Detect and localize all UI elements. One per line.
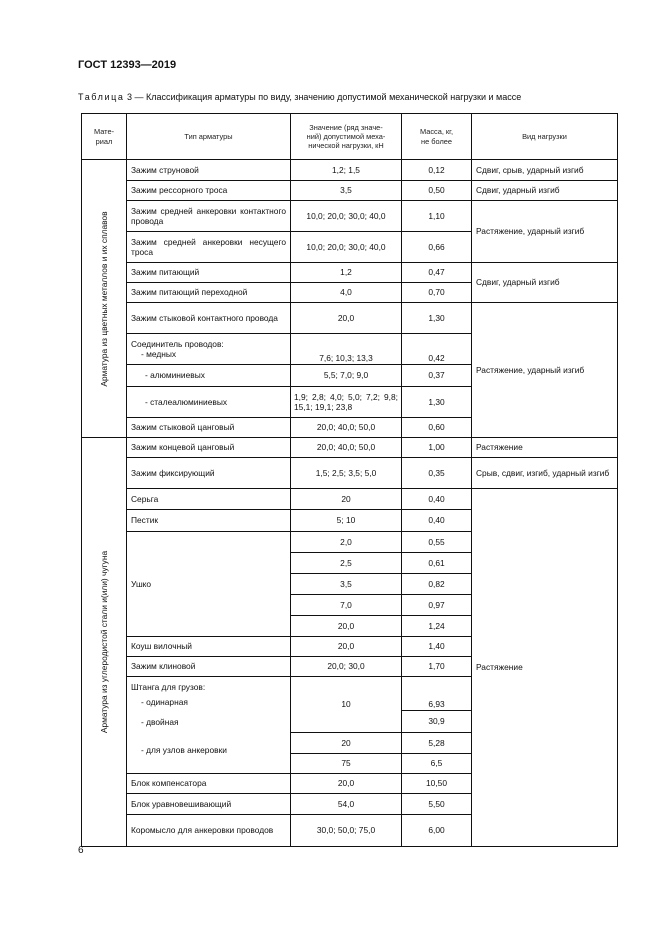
type-cell bbox=[127, 365, 291, 387]
mass-cell: 6,5 bbox=[402, 754, 472, 774]
type-cell: Блок уравновешивающий bbox=[127, 794, 291, 815]
mass-cell: 5,50 bbox=[402, 794, 472, 815]
mass-cell: 0,66 bbox=[402, 232, 472, 263]
value-cell: 7,6; 10,3; 13,3 bbox=[291, 334, 402, 365]
type-cell: Блок компенсатора bbox=[127, 774, 291, 794]
value-cell: 1,2 bbox=[291, 263, 402, 283]
value-cell: 20,0; 40,0; 50,0 bbox=[291, 418, 402, 438]
document-header: ГОСТ 12393—2019 bbox=[78, 59, 177, 71]
value-cell: 30,0; 50,0; 75,0 bbox=[291, 815, 402, 847]
mass-cell: 1,24 bbox=[402, 616, 472, 637]
type-cell: Зажим клиновой bbox=[127, 657, 291, 677]
mass-cell: 1,10 bbox=[402, 201, 472, 232]
value-cell: 1,9; 2,8; 4,0; 5,0; 7,2; 9,8; 15,1; 19,1; 23,8 bbox=[291, 387, 402, 418]
type-cell: Зажим струновой bbox=[127, 160, 291, 181]
value-cell: 3,5 bbox=[291, 574, 402, 595]
type-cell: Пестик bbox=[127, 510, 291, 532]
value-cell: 75 bbox=[291, 754, 402, 774]
mass-cell: 0,70 bbox=[402, 283, 472, 303]
table-row bbox=[82, 201, 618, 232]
type-cell: Зажим фиксирующий bbox=[127, 458, 291, 489]
type-cell: Зажим средней анкеровки несущего троса bbox=[127, 232, 291, 263]
mass-cell: 0,47 bbox=[402, 263, 472, 283]
type-subitem: - сталеалюминиевых bbox=[145, 396, 228, 407]
type-subitem: - алюминиевых bbox=[145, 370, 205, 381]
mass-cell: 0,82 bbox=[402, 574, 472, 595]
type-cell bbox=[127, 387, 291, 418]
value-cell: 20,0; 30,0 bbox=[291, 657, 402, 677]
mass-cell: 0,50 bbox=[402, 181, 472, 201]
value-cell: 10,0; 20,0; 30,0; 40,0 bbox=[291, 201, 402, 232]
type-subitem: - для узлов анкеровки bbox=[141, 744, 227, 755]
value-cell: 20 bbox=[291, 733, 402, 754]
kind-cell: Растяжение bbox=[472, 438, 618, 458]
value-cell: 10 bbox=[291, 677, 402, 733]
type-heading: Штанга для грузов: bbox=[131, 682, 206, 692]
type-cell: Коромысло для анкеровки проводов bbox=[127, 815, 291, 847]
value-cell: 4,0 bbox=[291, 283, 402, 303]
col-load-value: Значение (ряд значе- ний) допустимой меха- нической нагрузки, кН bbox=[291, 114, 402, 160]
type-subitem: - двойная bbox=[141, 716, 179, 727]
value-cell: 54,0 bbox=[291, 794, 402, 815]
table-row bbox=[82, 263, 618, 283]
col-load-kind: Вид нагрузки bbox=[472, 114, 618, 160]
col-mass: Масса, кг, не более bbox=[402, 114, 472, 160]
mass-cell: 0,55 bbox=[402, 532, 472, 553]
kind-cell: Сдвиг, ударный изгиб bbox=[472, 181, 618, 201]
kind-cell: Срыв, сдвиг, изгиб, ударный изгиб bbox=[472, 458, 618, 489]
mass-cell: 0,97 bbox=[402, 595, 472, 616]
mass-cell: 0,60 bbox=[402, 418, 472, 438]
mass-cell: 1,30 bbox=[402, 303, 472, 334]
value-cell: 1,2; 1,5 bbox=[291, 160, 402, 181]
mass-cell: 0,40 bbox=[402, 510, 472, 532]
type-cell: Зажим стыковой цанговый bbox=[127, 418, 291, 438]
mass-cell: 1,70 bbox=[402, 657, 472, 677]
mass-cell: 0,37 bbox=[402, 365, 472, 387]
group-label: Арматура из углеродистой стали и(или) чугуна bbox=[98, 550, 109, 734]
group-steel bbox=[82, 438, 127, 847]
caption-text: 3 — Классификация арматуры по виду, значению допустимой механической нагрузки и массе bbox=[127, 92, 522, 102]
kind-cell: Растяжение bbox=[472, 489, 618, 847]
classification-table bbox=[81, 113, 618, 847]
mass-cell: 1,00 bbox=[402, 438, 472, 458]
table-row bbox=[82, 303, 618, 334]
mass-cell: 0,61 bbox=[402, 553, 472, 574]
table-caption bbox=[78, 92, 521, 102]
type-cell: Зажим питающий bbox=[127, 263, 291, 283]
mass-cell: 1,30 bbox=[402, 387, 472, 418]
table-row bbox=[82, 160, 618, 181]
page-number: 6 bbox=[78, 845, 84, 856]
type-cell bbox=[127, 677, 291, 774]
table-row bbox=[82, 458, 618, 489]
mass-cell: 0,12 bbox=[402, 160, 472, 181]
table-header-row bbox=[82, 114, 618, 160]
type-cell: Коуш вилочный bbox=[127, 637, 291, 657]
value-cell: 2,0 bbox=[291, 532, 402, 553]
type-heading: Соединитель проводов: bbox=[131, 338, 224, 349]
type-cell: Зажим питающий переходной bbox=[127, 283, 291, 303]
value-cell: 20 bbox=[291, 489, 402, 510]
value-cell: 20,0 bbox=[291, 774, 402, 794]
type-cell: Зажим концевой цанговый bbox=[127, 438, 291, 458]
kind-cell: Сдвиг, срыв, ударный изгиб bbox=[472, 160, 618, 181]
mass-cell: 6,93 bbox=[402, 677, 472, 711]
value-cell: 20,0 bbox=[291, 303, 402, 334]
mass-cell: 0,35 bbox=[402, 458, 472, 489]
type-cell: Серьга bbox=[127, 489, 291, 510]
mass-cell: 6,00 bbox=[402, 815, 472, 847]
mass-cell: 0,40 bbox=[402, 489, 472, 510]
value-cell: 7,0 bbox=[291, 595, 402, 616]
col-type: Тип арматуры bbox=[127, 114, 291, 160]
group-label: Арматура из цветных металлов и их сплавов bbox=[98, 210, 109, 387]
value-cell: 2,5 bbox=[291, 553, 402, 574]
value-cell: 20,0 bbox=[291, 616, 402, 637]
mass-cell: 10,50 bbox=[402, 774, 472, 794]
kind-cell: Растяжение, ударный изгиб bbox=[472, 201, 618, 263]
type-cell bbox=[127, 334, 291, 365]
type-cell: Ушко bbox=[127, 532, 291, 637]
kind-cell: Сдвиг, ударный изгиб bbox=[472, 263, 618, 303]
type-cell: Зажим рессорного троса bbox=[127, 181, 291, 201]
value-cell: 5; 10 bbox=[291, 510, 402, 532]
value-cell: 3,5 bbox=[291, 181, 402, 201]
type-subitem: - медных bbox=[141, 349, 177, 359]
type-cell: Зажим стыковой контактного провода bbox=[127, 303, 291, 334]
value-cell: 5,5; 7,0; 9,0 bbox=[291, 365, 402, 387]
kind-cell: Растяжение, ударный изгиб bbox=[472, 303, 618, 438]
mass-cell: 30,9 bbox=[402, 711, 472, 733]
table-row bbox=[82, 489, 618, 510]
value-cell: 1,5; 2,5; 3,5; 5,0 bbox=[291, 458, 402, 489]
mass-cell: 0,42 bbox=[402, 334, 472, 365]
group-nonferrous bbox=[82, 160, 127, 438]
value-cell: 10,0; 20,0; 30,0; 40,0 bbox=[291, 232, 402, 263]
table-row bbox=[82, 438, 618, 458]
value-cell: 20,0; 40,0; 50,0 bbox=[291, 438, 402, 458]
col-material: Мате- риал bbox=[82, 114, 127, 160]
mass-cell: 1,40 bbox=[402, 637, 472, 657]
type-cell: Зажим средней анкеровки контактного провода bbox=[127, 201, 291, 232]
caption-label: Таблица bbox=[78, 92, 125, 102]
type-subitem: - одинарная bbox=[141, 697, 188, 708]
value-cell: 20,0 bbox=[291, 637, 402, 657]
table-row bbox=[82, 181, 618, 201]
mass-cell: 5,28 bbox=[402, 733, 472, 754]
